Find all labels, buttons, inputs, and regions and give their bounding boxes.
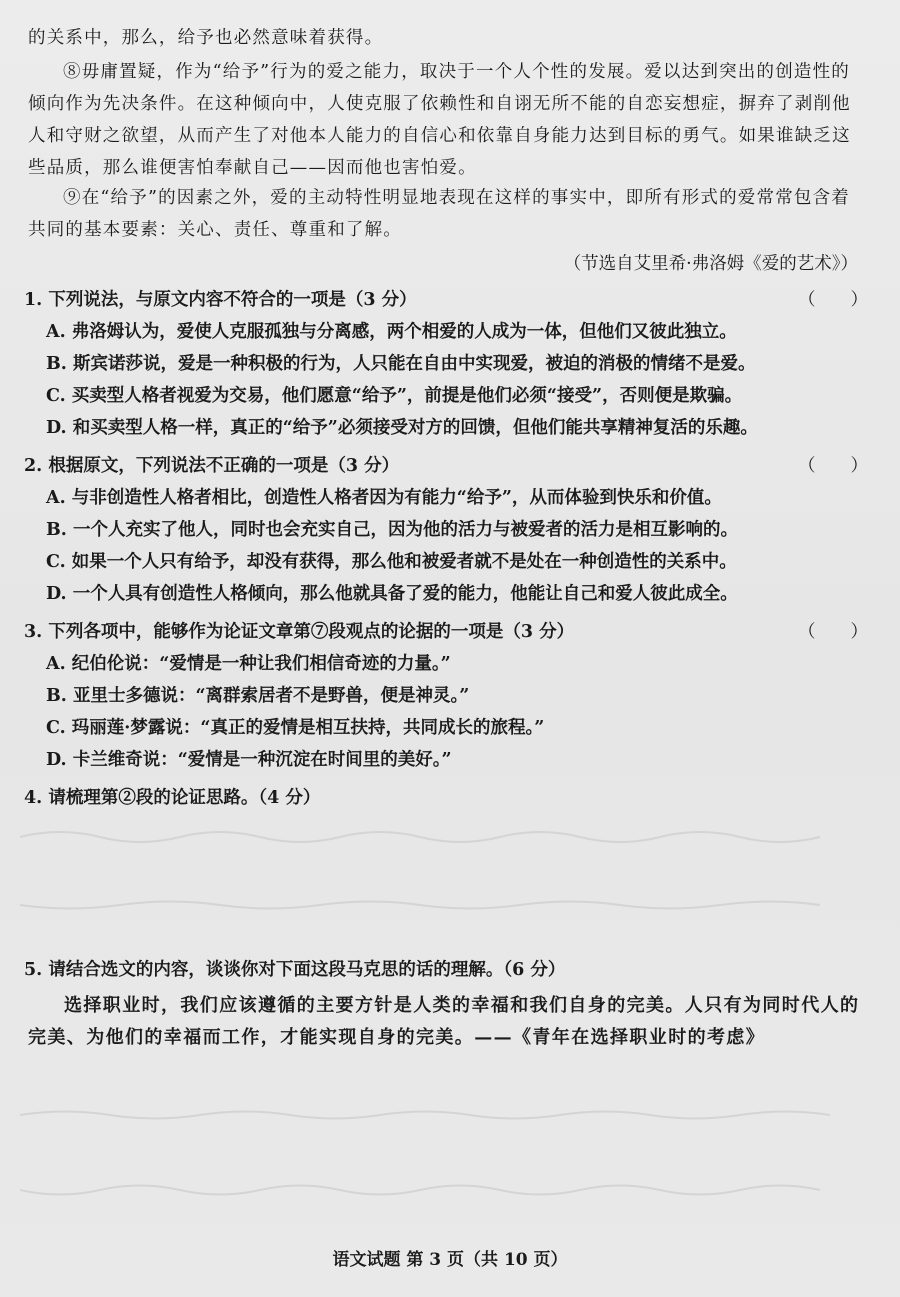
question-1-option-b: B. 斯宾诺莎说，爱是一种积极的行为，人只能在自由中实现爱，被迫的消极的情绪不是爱。	[46, 354, 756, 374]
passage-paragraph-8: ⑧毋庸置疑，作为“给予”行为的爱之能力，取决于一个人个性的发展。爱以达到突出的创造性的倾向作为先决条件。在这种倾向中，人使克服了依赖性和自诩无所不能的自恋妄想症，摒弃了剥削他人和守财之欲望，从而产生了对他本人能力的自信心和依靠自身能力达到目标的勇气。如果谁缺乏这些品质，那么谁便害怕奉献自己——因而他也害怕爱。	[28, 62, 851, 178]
question-2-option-c: C. 如果一个人只有给予，却没有获得，那么他和被爱者就不是处在一种创造性的关系中。	[46, 552, 737, 572]
question-1-option-c: C. 买卖型人格者视爱为交易，他们愿意“给予”，前提是他们必须“接受”，否则便是欺骗。	[46, 386, 743, 406]
answer-bracket[interactable]: （ ）	[798, 456, 868, 476]
question-3-option-c: C. 玛丽莲·梦露说：“真正的爱情是相互扶持，共同成长的旅程。”	[46, 718, 545, 738]
question-1-stem: 1. 下列说法，与原文内容不符合的一项是（3 分） （ ）	[24, 286, 874, 314]
question-2-option-d: D. 一个人具有创造性人格倾向，那么他就具备了爱的能力，他能让自己和爱人彼此成全。	[46, 584, 738, 604]
question-2-option-b: B. 一个人充实了他人，同时也会充实自己，因为他的活力与被爱者的活力是相互影响的。	[46, 520, 738, 540]
question-2-option-a: A. 与非创造性人格者相比，创造性人格者因为有能力“给予”，从而体验到快乐和价值。	[46, 488, 722, 508]
passage-source: （节选自艾里希·弗洛姆《爱的艺术》）	[563, 254, 858, 274]
question-1-option-d: D. 和买卖型人格一样，真正的“给予”必须接受对方的回馈，但他们能共享精神复活的乐趣。	[46, 418, 758, 438]
passage-paragraph-9: ⑨在“给予”的因素之外，爱的主动特性明显地表现在这样的事实中，即所有形式的爱常常包含着共同的基本要素：关心、责任、尊重和了解。	[28, 188, 850, 240]
answer-bracket[interactable]: （ ）	[798, 622, 868, 642]
bleed-through-texture	[20, 890, 880, 920]
bleed-through-texture	[20, 822, 880, 852]
marx-quote: 选择职业时，我们应该遵循的主要方针是人类的幸福和我们自身的完美。人只有为同时代人的完美、为他们的幸福而工作，才能实现自身的完美。——《青年在选择职业时的考虑》	[28, 995, 860, 1048]
question-5-stem: 5. 请结合选文的内容，谈谈你对下面这段马克思的话的理解。（6 分）	[24, 960, 566, 980]
bleed-through-texture	[20, 1100, 880, 1130]
question-3-stem: 3. 下列各项中，能够作为论证文章第⑦段观点的论据的一项是（3 分） （ ）	[24, 618, 874, 646]
question-3-option-b: B. 亚里士多德说：“离群索居者不是野兽，便是神灵。”	[46, 686, 470, 706]
question-2-stem: 2. 根据原文，下列说法不正确的一项是（3 分） （ ）	[24, 452, 874, 480]
passage-paragraph-tail: 的关系中，那么，给予也必然意味着获得。	[28, 28, 384, 48]
bleed-through-texture	[20, 1175, 880, 1205]
answer-bracket[interactable]: （ ）	[798, 290, 868, 310]
question-4-stem: 4. 请梳理第②段的论证思路。（4 分）	[24, 788, 321, 808]
question-1-option-a: A. 弗洛姆认为，爱使人克服孤独与分离感，两个相爱的人成为一体，但他们又彼此独立。	[46, 322, 737, 342]
question-3-option-d: D. 卡兰维奇说：“爱情是一种沉淀在时间里的美好。”	[46, 750, 452, 770]
question-3-option-a: A. 纪伯伦说：“爱情是一种让我们相信奇迹的力量。”	[46, 654, 451, 674]
page-footer: 语文试题 第 3 页（共 10 页）	[332, 1250, 568, 1270]
